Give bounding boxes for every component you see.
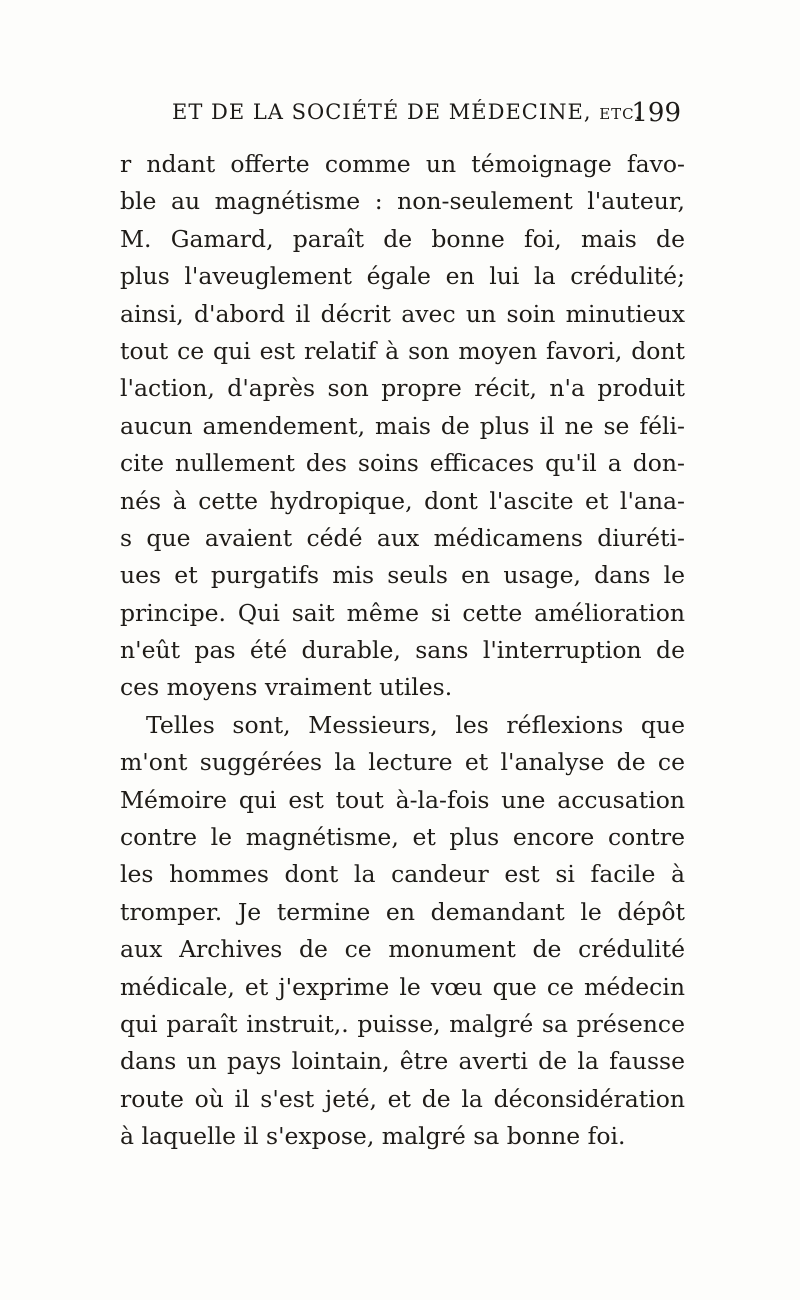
running-head: ET DE LA SOCIÉTÉ DE MÉDECINE, etc. — [172, 100, 643, 124]
text-line: r ndant offerte comme un témoignage favo- — [120, 150, 685, 178]
text-line: principe. Qui sait même si cette amélioration — [120, 598, 685, 627]
text-line: aucun amendement, mais de plus il ne se féli- — [120, 411, 685, 440]
text-line: les hommes dont la candeur est si facile à — [120, 860, 685, 889]
text-line: n'eût pas été durable, sans l'interruption de — [120, 636, 685, 665]
text-line: à laquelle il s'expose, malgré sa bonne foi. — [120, 1122, 626, 1151]
text-line: cite nullement des soins efficaces qu'il a don- — [120, 449, 685, 478]
page-header — [120, 96, 685, 136]
text-line: plus l'aveuglement égale en lui la crédulité; — [120, 262, 685, 291]
text-line: m'ont suggérées la lecture et l'analyse de ce — [120, 748, 685, 777]
text-line: Mémoire qui est tout à-la-fois une accusation — [120, 785, 685, 814]
text-line: contre le magnétisme, et plus encore contre — [120, 823, 685, 852]
text-line: ble au magnétisme : non-seulement l'auteur, — [120, 187, 685, 216]
text-line: qui paraît instruit,. puisse, malgré sa présence — [120, 1009, 685, 1038]
text-line: ces moyens vraiment utiles. — [120, 673, 453, 702]
text-line: l'action, d'après son propre récit, n'a produit — [120, 374, 685, 403]
text-line: ues et purgatifs mis seuls en usage, dans le — [120, 561, 685, 590]
text-line: ainsi, d'abord il décrit avec un soin minutieux — [120, 299, 685, 328]
text-line: dans un pays lointain, être averti de la fausse — [120, 1047, 685, 1076]
text-line: route où il s'est jeté, et de la déconsidération — [120, 1084, 685, 1113]
page-number: 199 — [631, 98, 681, 128]
text-line: médicale, et j'exprime le vœu que ce médecin — [120, 972, 685, 1001]
text-line: tromper. Je termine en demandant le dépôt — [120, 897, 685, 926]
text-line: nés à cette hydropique, dont l'ascite et l'ana- — [120, 486, 685, 515]
text-line: aux Archives de ce monument de crédulité — [120, 935, 685, 964]
text-line: tout ce qui est relatif à son moyen favori, dont — [120, 336, 685, 365]
text-line: Telles sont, Messieurs, les réflexions que — [146, 710, 685, 739]
body-text — [120, 146, 685, 1156]
text-line: M. Gamard, paraît de bonne foi, mais de — [120, 224, 685, 253]
text-line: s que avaient cédé aux médicamens diuréti- — [120, 523, 685, 552]
